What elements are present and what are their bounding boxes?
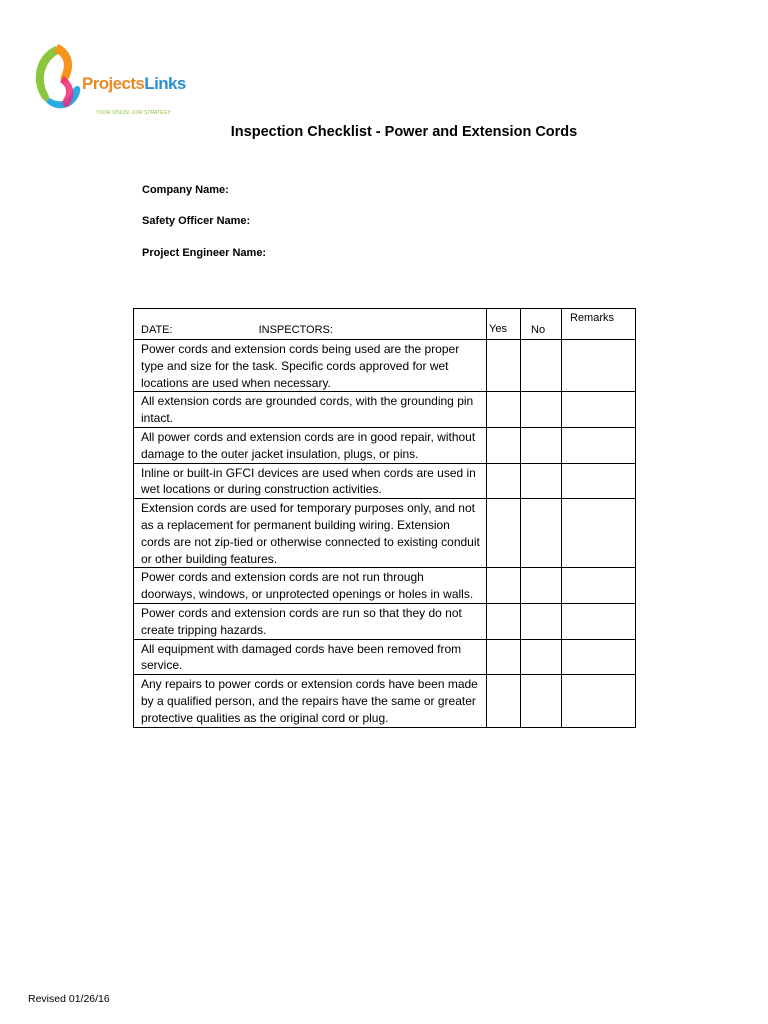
remarks-cell[interactable] bbox=[562, 639, 636, 675]
yes-checkbox-cell[interactable] bbox=[487, 639, 521, 675]
logo-mark-icon bbox=[28, 40, 88, 120]
table-row bbox=[134, 499, 636, 568]
table-row bbox=[134, 568, 636, 604]
document-title: Inspection Checklist - Power and Extension Cords bbox=[230, 124, 578, 140]
yes-checkbox-cell[interactable] bbox=[487, 568, 521, 604]
checklist-item-text: Extension cords are used for temporary purposes only, and not as a replacement for permanent building wiring. Extension cords are not zip-tied or otherwise connected to existing conduit or other building features. bbox=[134, 499, 487, 568]
no-checkbox-cell[interactable] bbox=[521, 603, 562, 639]
inspection-checklist-table bbox=[133, 308, 636, 728]
remarks-cell[interactable] bbox=[562, 463, 636, 499]
remarks-cell[interactable] bbox=[562, 675, 636, 727]
checklist-item-text: All equipment with damaged cords have been removed from service. bbox=[134, 639, 487, 675]
no-checkbox-cell[interactable] bbox=[521, 568, 562, 604]
remarks-cell[interactable] bbox=[562, 427, 636, 463]
logo-tagline: YOUR VISION, OUR STRATEGY bbox=[96, 110, 171, 116]
table-row bbox=[134, 427, 636, 463]
safety-officer-name-label: Safety Officer Name: bbox=[142, 215, 251, 227]
remarks-cell[interactable] bbox=[562, 568, 636, 604]
checklist-item-text: Power cords and extension cords being used are the proper type and size for the task. Specific cords approved for wet locations are used when necessary. bbox=[134, 340, 487, 392]
no-checkbox-cell[interactable] bbox=[521, 427, 562, 463]
date-inspectors-cell bbox=[134, 309, 487, 340]
inspectors-label: INSPECTORS: bbox=[258, 324, 333, 337]
project-engineer-name-label: Project Engineer Name: bbox=[142, 247, 267, 259]
table-row bbox=[134, 603, 636, 639]
yes-checkbox-cell[interactable] bbox=[487, 499, 521, 568]
date-label: DATE: bbox=[141, 324, 173, 337]
remarks-cell[interactable] bbox=[562, 340, 636, 392]
no-column-header: No bbox=[521, 309, 562, 340]
checklist-item-text: Any repairs to power cords or extension cords have been made by a qualified person, and the repairs have the same or greater protective qualities as the original cord or plug. bbox=[134, 675, 487, 727]
checklist-item-text: Power cords and extension cords are run so that they do not create tripping hazards. bbox=[134, 603, 487, 639]
revision-date: Revised 01/26/16 bbox=[28, 993, 110, 1005]
remarks-cell[interactable] bbox=[562, 499, 636, 568]
remarks-column-header: Remarks bbox=[562, 309, 636, 340]
yes-checkbox-cell[interactable] bbox=[487, 675, 521, 727]
logo-wordmark: ProjectsLinks bbox=[82, 74, 186, 93]
yes-checkbox-cell[interactable] bbox=[487, 340, 521, 392]
table-row bbox=[134, 675, 636, 727]
yes-checkbox-cell[interactable] bbox=[487, 463, 521, 499]
no-checkbox-cell[interactable] bbox=[521, 392, 562, 428]
table-row bbox=[134, 340, 636, 392]
yes-column-header: Yes bbox=[487, 309, 521, 340]
remarks-cell[interactable] bbox=[562, 392, 636, 428]
checklist-item-text: Inline or built-in GFCI devices are used when cords are used in wet locations or during construction activities. bbox=[134, 463, 487, 499]
yes-checkbox-cell[interactable] bbox=[487, 392, 521, 428]
checklist-item-text: Power cords and extension cords are not run through doorways, windows, or unprotected openings or holes in walls. bbox=[134, 568, 487, 604]
no-checkbox-cell[interactable] bbox=[521, 639, 562, 675]
company-logo bbox=[28, 40, 186, 125]
table-row bbox=[134, 392, 636, 428]
no-checkbox-cell[interactable] bbox=[521, 463, 562, 499]
no-checkbox-cell[interactable] bbox=[521, 340, 562, 392]
checklist-item-text: All extension cords are grounded cords, with the grounding pin intact. bbox=[134, 392, 487, 428]
table-header-row bbox=[134, 309, 636, 340]
table-row bbox=[134, 639, 636, 675]
yes-checkbox-cell[interactable] bbox=[487, 603, 521, 639]
yes-checkbox-cell[interactable] bbox=[487, 427, 521, 463]
checklist-item-text: All power cords and extension cords are in good repair, without damage to the outer jacket insulation, plugs, or pins. bbox=[134, 427, 487, 463]
company-name-label: Company Name: bbox=[142, 184, 229, 196]
no-checkbox-cell[interactable] bbox=[521, 499, 562, 568]
no-checkbox-cell[interactable] bbox=[521, 675, 562, 727]
table-row bbox=[134, 463, 636, 499]
remarks-cell[interactable] bbox=[562, 603, 636, 639]
